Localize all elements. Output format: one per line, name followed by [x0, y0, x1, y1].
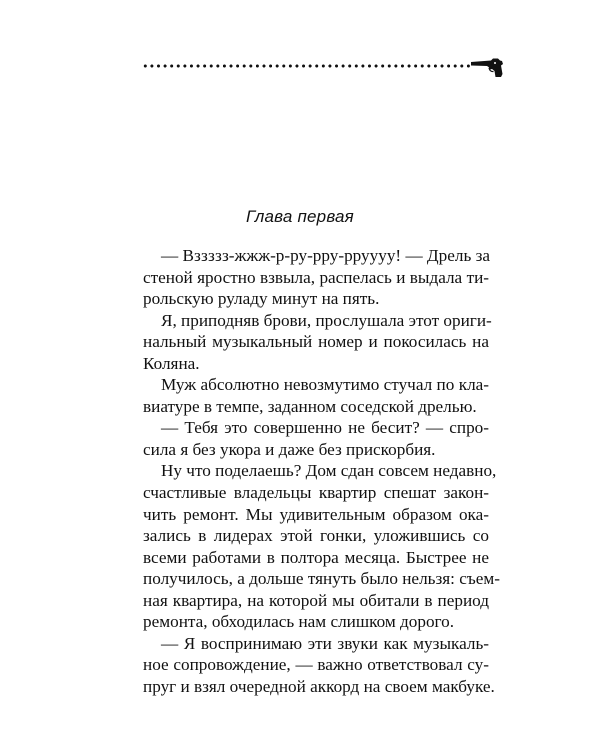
chapter-title: Глава первая	[246, 207, 354, 226]
text-line: — Тебя это совершенно не бесит? — спро-	[161, 418, 489, 438]
text-line: ное сопровождение, — важно ответствовал су-	[143, 655, 489, 675]
text-line: Муж абсолютно невозмутимо стучал по кла-	[161, 375, 489, 395]
text-line: пруг и взял очередной аккорд на своем макбуке.	[143, 676, 495, 696]
text-line: зались в лидерах этой гонки, уложившись со	[143, 526, 489, 546]
text-line: — Я воспринимаю эти звуки как музыкаль-	[161, 633, 489, 653]
dotted-header-rule	[142, 64, 470, 68]
text-line: счастливые владельцы квартир спешат закон-	[143, 483, 489, 503]
body-text	[143, 245, 500, 697]
text-line: Я, приподняв брови, прослушала этот ориги-	[161, 310, 492, 330]
text-line: чить ремонт. Мы удивительным образом ока-	[143, 504, 489, 524]
text-line: всеми работами в полтора месяца. Быстрее не	[143, 547, 489, 567]
text-line: рольскую руладу минут на пять.	[143, 289, 380, 309]
text-line: Коляна.	[143, 353, 200, 373]
text-line: Ну что поделаешь? Дом сдан совсем недавно,	[161, 461, 497, 481]
text-line: получилось, а дольше тянуть было нельзя: съем-	[143, 569, 500, 589]
text-line: сила я без укора и даже без прискорбия.	[143, 439, 436, 459]
revolver-icon	[470, 56, 504, 78]
text-line: стеной яростно взвыла, распелась и выдала ти-	[143, 267, 489, 287]
text-line: ная квартира, на которой мы обитали в период	[143, 590, 489, 610]
text-line: — Вззззз-жжж-р-ру-рру-рруууу! — Дрель за	[161, 246, 491, 265]
text-line: виатуре в темпе, заданном соседской дрелью.	[143, 396, 477, 416]
text-line: ремонта, обходилась нам слишком дорого.	[143, 612, 455, 632]
text-line: нальный музыкальный номер и покосилась на	[143, 332, 489, 352]
